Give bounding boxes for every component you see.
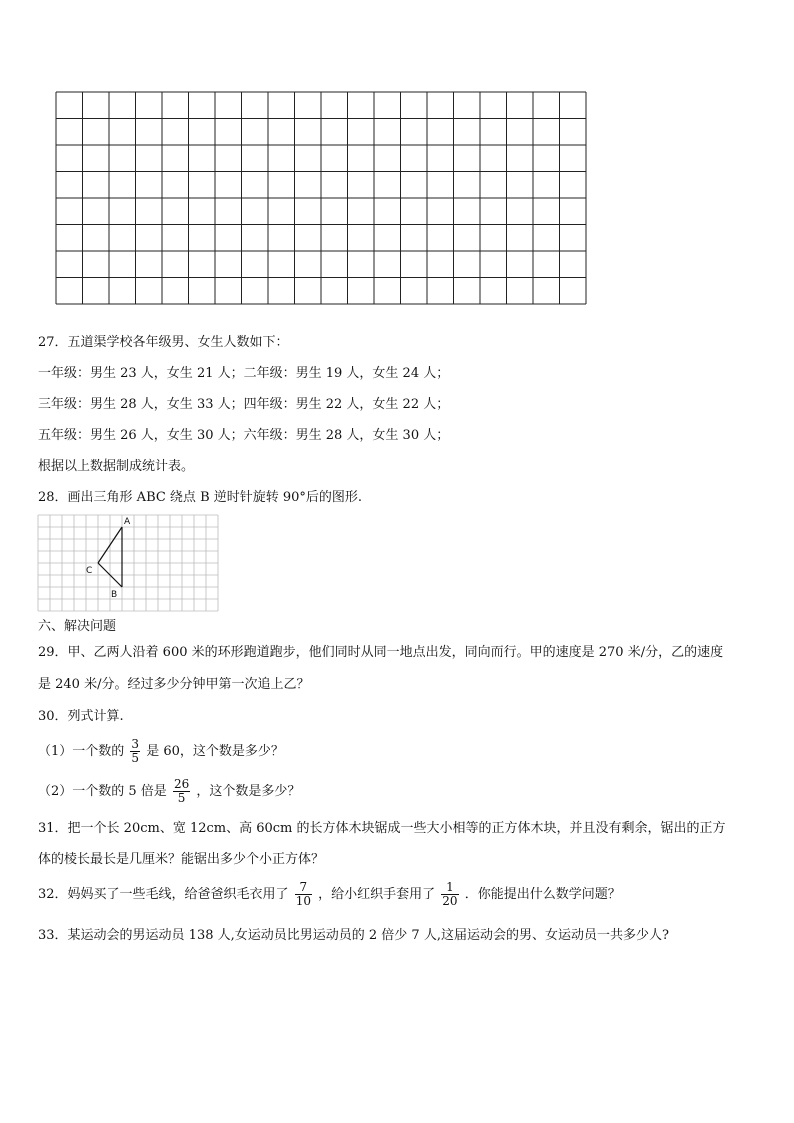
- triangle-grid: [38, 515, 218, 611]
- question-32-middle: ，给小红织手套用了: [318, 887, 436, 902]
- question-32: [38, 880, 621, 910]
- question-27-line-1: 一年级：男生 23 人，女生 21 人；二年级：男生 19 人，女生 24 人；: [38, 366, 450, 381]
- question-32-prefix: 32．妈妈买了一些毛线，给爸爸织毛衣用了: [38, 887, 289, 902]
- question-33-text: 33．某运动会的男运动员 138 人,女运动员比男运动员的 2 倍少 7 人,这届运动会的男、女运动员一共多少人?: [38, 928, 669, 943]
- question-27-line-2: 三年级：男生 28 人，女生 33 人；四年级：男生 22 人，女生 22 人；: [38, 397, 450, 412]
- part-2-prefix: （2）一个数的 5 倍是: [38, 784, 167, 799]
- question-28-text: 28．画出三角形 ABC 绕点 B 逆时针旋转 90°后的图形.: [38, 490, 363, 505]
- question-27-title: 27．五道渠学校各年级男、女生人数如下：: [38, 335, 289, 350]
- part-1-prefix: （1）一个数的: [38, 744, 125, 759]
- section-heading: 六、解决问题: [38, 619, 117, 634]
- fraction-numerator: 26: [173, 777, 190, 791]
- question-27-line-4: 根据以上数据制成统计表。: [38, 459, 195, 474]
- blank-grid: [56, 92, 586, 304]
- fraction-26-5: [173, 778, 190, 805]
- fraction-denominator: 20: [442, 894, 458, 908]
- fraction-numerator: 3: [131, 737, 140, 751]
- part-1-suffix: 是 60，这个数是多少？: [146, 744, 284, 759]
- fraction-denominator: 5: [131, 751, 140, 765]
- question-32-suffix: ．你能提出什么数学问题？: [464, 887, 621, 902]
- question-29-line-1: 29．甲、乙两人沿着 600 米的环形跑道跑步，他们同时从同一地点出发，同向而行。甲的速度是 270 米/分，乙的速度: [38, 645, 724, 660]
- question-30-title: 30．列式计算.: [38, 709, 124, 724]
- question-29-line-2: 是 240 米/分。经过多少分钟甲第一次追上乙？: [38, 677, 310, 692]
- fraction-denominator: 10: [295, 894, 311, 908]
- part-2-suffix: ，这个数是多少？: [196, 784, 301, 799]
- question-30-part-2: [38, 778, 300, 806]
- question-27-line-3: 五年级：男生 26 人，女生 30 人；六年级：男生 28 人，女生 30 人；: [38, 428, 450, 443]
- fraction-denominator: 5: [177, 791, 186, 805]
- question-30-part-1: [38, 738, 284, 766]
- vertex-label-c: C: [86, 566, 93, 576]
- fraction-numerator: 1: [441, 881, 458, 895]
- fraction-7-10: [295, 881, 312, 908]
- vertex-label-a: A: [124, 517, 131, 527]
- vertex-label-b: B: [111, 590, 118, 600]
- fraction-numerator: 7: [295, 881, 312, 895]
- fraction-1-20: [441, 881, 458, 908]
- question-31-line-1: 31．把一个长 20cm、宽 12cm、高 60cm 的长方体木块锯成一些大小相等的正方体木块，并且没有剩余，锯出的正方: [38, 821, 726, 836]
- fraction-3-5: [130, 738, 140, 765]
- question-31-line-2: 体的棱长最长是几厘米？能锯出多少个小正方体？: [38, 852, 325, 867]
